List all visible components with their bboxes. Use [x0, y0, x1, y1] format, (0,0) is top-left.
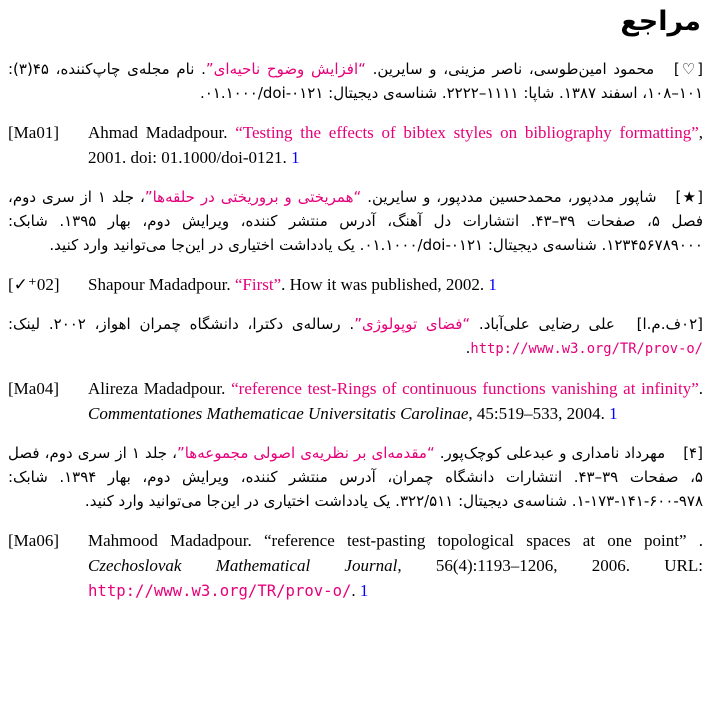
reference-text: .	[199, 84, 205, 102]
reference-text: . How it was published, 2002.	[281, 275, 489, 294]
heart-outline-label: [♡]	[673, 60, 703, 78]
url-link[interactable]: http://www.w3.org/TR/prov-o/	[470, 341, 703, 357]
reference-text: , 45:519–533, 2004.	[468, 404, 610, 423]
reference-text: Shapour Madadpour.	[88, 275, 235, 294]
journal-name: Czechoslovak Mathematical Journal	[88, 556, 398, 575]
reference-entry	[8, 312, 703, 361]
reference-text: .	[465, 339, 471, 357]
reference-text: مهرداد نامداری و عبدعلی کوچک‌پور.	[434, 444, 666, 462]
reference-text: علی رضایی علی‌آباد.	[470, 315, 615, 333]
reference-text: , 56(4):1193–1206, 2006. URL:	[397, 556, 703, 575]
reference-text: ، جلد ۱ از سری دوم، فصل ۵، صفحات ۳۹–۴۳. انتشارات دانشگاه چمران، آدرس منتشر کننده، ویرایش دوم، بهار ۱۳۹۴. شابک: ۹۷۸-۶۰۰-۱۴۱-۱۷۳-۱. شناسه‌ی دیجیتال: ۳۲۲/۵۱۱. یک یادداشت اختیاری در این‌جا می‌توانید وارد کنید.	[8, 444, 703, 510]
reference-text: . رساله‌ی دکترا، دانشگاه چمران اهواز، ۲۰۰۲. لینک:	[8, 315, 355, 333]
reference-title: “مقدمه‌ای بر نظریه‌ی اصولی مجموعه‌ها”	[176, 444, 435, 462]
reference-text: Ahmad Madadpour.	[88, 123, 236, 142]
reference-title: “فضای توپولوژی”	[354, 315, 471, 333]
reference-entry	[8, 57, 703, 105]
reference-label: [Ma01]	[8, 123, 59, 142]
reference-text: Alireza Madadpour.	[88, 379, 232, 398]
reference-text: . نام مجله‌ی چاپ‌کننده، ۴۵(۳): ۱۰۱–۱۰۸، اسفند ۱۳۸۷. شاپا: ۱۱۱۱–۲۲۲۲. شناسه‌ی دیجیتال:	[8, 60, 703, 102]
reference-label: [Ma04]	[8, 379, 59, 398]
reference-title: “افزایش وضوح ناحیه‌ای”	[205, 60, 366, 78]
checkmark-label: [✓⁺02]	[8, 275, 60, 294]
reference-text: , 2001. doi: 01.1000/doi-0121.	[88, 123, 703, 167]
doi-text: ۰۱.۱۰۰۰/doi-۰۱۲۱	[364, 236, 484, 254]
reference-title: “Testing the effects of bibtex styles on bibliography formatting”	[235, 123, 699, 142]
reference-label: [ا.م.ف۰۲]	[636, 315, 703, 333]
page-title: مراجع	[620, 6, 701, 37]
reference-text: Mahmood Madadpour. “reference test-pasting topological spaces at one point” .	[88, 531, 703, 550]
reference-text: شاپور مددپور، محمدحسین مددپور، و سایرین.	[361, 188, 657, 206]
reference-list	[8, 57, 703, 603]
reference-text: ، جلد ۱ از سری دوم، فصل ۵، صفحات ۳۹–۴۳. انتشارات دل آهنگ، آدرس منتشر کننده، ویرایش دوم، بهار ۱۳۹۵. شابک: ۱۲۳۴۵۶۷۸۹۰۰۰. شناسه‌ی دیجیتال:	[8, 188, 703, 254]
url-link[interactable]: http://www.w3.org/TR/prov-o/	[88, 581, 352, 600]
reference-text: محمود امین‌طوسی، ناصر مزینی، و سایرین.	[365, 60, 655, 78]
reference-label: [۴]	[683, 444, 703, 462]
journal-name: Commentationes Mathematicae Universitatis Carolinae	[88, 404, 469, 423]
reference-text: .	[698, 379, 703, 398]
page-ref-link[interactable]: 1	[291, 148, 300, 167]
reference-title: “reference test-Rings of continuous functions vanishing at infinity”	[231, 379, 699, 398]
reference-entry	[8, 272, 703, 297]
reference-title: “همریختی و بروریختی در حلقه‌ها”	[144, 188, 362, 206]
reference-entry	[8, 120, 703, 170]
page-ref-link[interactable]: 1	[488, 275, 497, 294]
reference-label: [Ma06]	[8, 531, 59, 550]
reference-entry	[8, 528, 703, 603]
doi-text: ۰۱.۱۰۰۰/doi-۰۱۲۱	[204, 84, 324, 102]
reference-text: . یک یادداشت اختیاری در این‌جا می‌توانید وارد کنید.	[49, 236, 365, 254]
reference-entry	[8, 441, 703, 513]
reference-title: “First”	[234, 275, 282, 294]
page-ref-link[interactable]: 1	[609, 404, 618, 423]
star-filled-label: [★]	[675, 188, 703, 206]
reference-entry	[8, 376, 703, 426]
reference-entry	[8, 185, 703, 257]
page-ref-link[interactable]: 1	[359, 581, 369, 600]
reference-text: .	[351, 581, 360, 600]
